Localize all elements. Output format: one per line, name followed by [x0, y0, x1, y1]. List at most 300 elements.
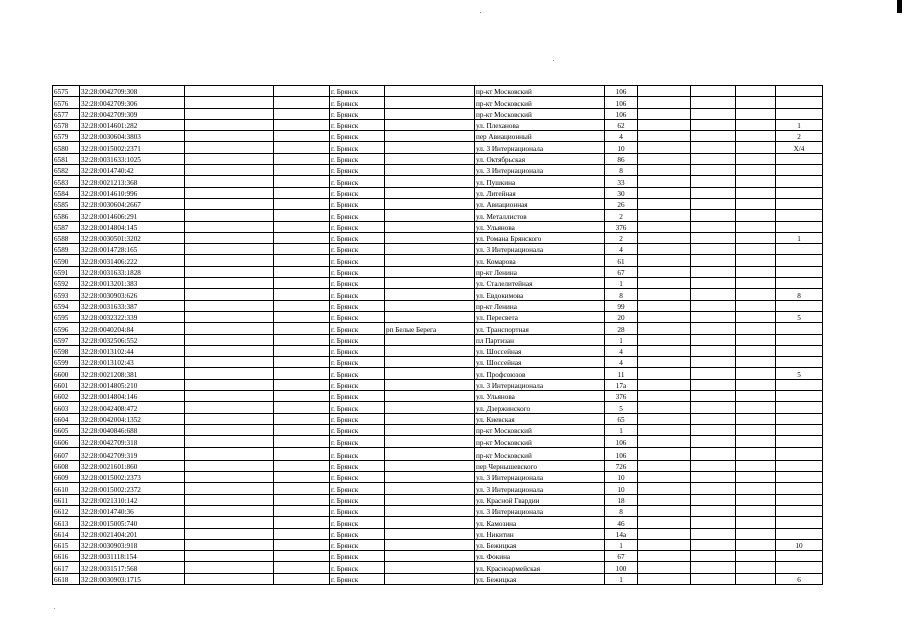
settlement-cell [385, 334, 475, 345]
cadastral-number: 32:28:0031118:154 [80, 551, 185, 562]
cadastral-number: 32:28:0030903:626 [80, 289, 185, 300]
empty-cell [274, 334, 330, 345]
empty-cell [638, 517, 691, 528]
empty-cell [274, 539, 330, 550]
cadastral-number: 32:28:0031633:387 [80, 300, 185, 311]
house-cell: 4 [605, 357, 638, 368]
settlement-cell [385, 460, 475, 471]
empty-cell [691, 505, 736, 516]
row-number: 6592 [53, 278, 80, 289]
table-row [53, 379, 823, 390]
cadastral-number: 32:28:0013201:383 [80, 278, 185, 289]
house-cell: 1 [605, 539, 638, 550]
table-row [53, 255, 823, 266]
empty-cell [691, 494, 736, 505]
empty-cell [185, 528, 274, 539]
empty-cell [691, 460, 736, 471]
city-cell: г. Брянск [330, 436, 385, 447]
empty-cell [638, 232, 691, 243]
table-row [53, 176, 823, 187]
street-cell: пер Чернышевского [475, 460, 605, 471]
settlement-cell [385, 391, 475, 402]
empty-cell [185, 153, 274, 164]
empty-cell [638, 108, 691, 119]
empty-cell [638, 447, 691, 460]
empty-cell [185, 289, 274, 300]
table-row [53, 345, 823, 356]
empty-cell [185, 311, 274, 322]
settlement-cell [385, 573, 475, 584]
empty-cell [736, 119, 776, 130]
empty-cell [691, 413, 736, 424]
settlement-cell [385, 244, 475, 255]
city-cell: г. Брянск [330, 244, 385, 255]
street-cell: ул. Ульянова [475, 391, 605, 402]
flat-cell [776, 187, 823, 198]
row-number: 6576 [53, 97, 80, 108]
house-cell: 5 [605, 402, 638, 413]
street-cell: ул. Киевская [475, 413, 605, 424]
row-number: 6575 [53, 86, 80, 97]
flat-cell [776, 483, 823, 494]
house-cell: 106 [605, 436, 638, 447]
empty-cell [185, 210, 274, 221]
city-cell: г. Брянск [330, 131, 385, 142]
empty-cell [185, 447, 274, 460]
house-cell: 106 [605, 86, 638, 97]
cadastral-number: 32:28:0015002:2371 [80, 142, 185, 153]
empty-cell [691, 86, 736, 97]
flat-cell: 8 [776, 289, 823, 300]
city-cell: г. Брянск [330, 198, 385, 209]
empty-cell [638, 187, 691, 198]
table-row [53, 221, 823, 232]
table-row [53, 447, 823, 460]
empty-cell [691, 289, 736, 300]
row-number: 6603 [53, 402, 80, 413]
house-cell: 8 [605, 505, 638, 516]
row-number: 6588 [53, 232, 80, 243]
empty-cell [638, 494, 691, 505]
empty-cell [638, 176, 691, 187]
street-cell: пр-кт Московский [475, 108, 605, 119]
street-cell: пл Партизан [475, 334, 605, 345]
empty-cell [185, 198, 274, 209]
street-cell: ул. 3 Интернационала [475, 165, 605, 176]
empty-cell [185, 494, 274, 505]
flat-cell [776, 460, 823, 471]
cadastral-number: 32:28:0014804:145 [80, 221, 185, 232]
city-cell: г. Брянск [330, 368, 385, 379]
house-cell: 2 [605, 232, 638, 243]
empty-cell [274, 562, 330, 573]
settlement-cell: рп Белые Берега [385, 323, 475, 334]
empty-cell [736, 483, 776, 494]
city-cell: г. Брянск [330, 210, 385, 221]
empty-cell [736, 573, 776, 584]
empty-cell [274, 323, 330, 334]
empty-cell [691, 198, 736, 209]
empty-cell [274, 300, 330, 311]
table-row [53, 368, 823, 379]
house-cell: 46 [605, 517, 638, 528]
house-cell: 10 [605, 483, 638, 494]
empty-cell [736, 413, 776, 424]
street-cell: ул. 3 Интернационала [475, 244, 605, 255]
cadastral-number: 32:28:0040846:688 [80, 424, 185, 435]
settlement-cell [385, 472, 475, 483]
street-cell: ул. Красноармейская [475, 562, 605, 573]
empty-cell [274, 494, 330, 505]
street-cell: пр-кт Московский [475, 447, 605, 460]
empty-cell [691, 357, 736, 368]
house-cell: 20 [605, 311, 638, 322]
city-cell: г. Брянск [330, 278, 385, 289]
empty-cell [185, 323, 274, 334]
empty-cell [638, 255, 691, 266]
settlement-cell [385, 232, 475, 243]
house-cell: 106 [605, 108, 638, 119]
empty-cell [638, 483, 691, 494]
empty-cell [274, 345, 330, 356]
empty-cell [638, 424, 691, 435]
empty-cell [691, 323, 736, 334]
settlement-cell [385, 187, 475, 198]
cadastral-number: 32:28:0032506:552 [80, 334, 185, 345]
empty-cell [274, 447, 330, 460]
flat-cell [776, 198, 823, 209]
city-cell: г. Брянск [330, 562, 385, 573]
house-cell: 100 [605, 562, 638, 573]
table-row [53, 562, 823, 573]
flat-cell [776, 413, 823, 424]
empty-cell [638, 289, 691, 300]
city-cell: г. Брянск [330, 119, 385, 130]
table-row [53, 210, 823, 221]
empty-cell [274, 517, 330, 528]
cadastral-number: 32:28:0032322:339 [80, 311, 185, 322]
street-cell: ул. Никитин [475, 528, 605, 539]
street-cell: ул. 3 Интернационала [475, 379, 605, 390]
row-number: 6582 [53, 165, 80, 176]
cadastral-number: 32:28:0014740:36 [80, 505, 185, 516]
empty-cell [185, 300, 274, 311]
table-row [53, 119, 823, 130]
settlement-cell [385, 368, 475, 379]
city-cell: г. Брянск [330, 153, 385, 164]
empty-cell [185, 86, 274, 97]
flat-cell [776, 278, 823, 289]
empty-cell [185, 391, 274, 402]
empty-cell [274, 244, 330, 255]
house-cell: 99 [605, 300, 638, 311]
empty-cell [691, 142, 736, 153]
empty-cell [185, 424, 274, 435]
row-number: 6599 [53, 357, 80, 368]
city-cell: г. Брянск [330, 289, 385, 300]
empty-cell [691, 119, 736, 130]
flat-cell [776, 447, 823, 460]
street-cell: ул. 3 Интернационала [475, 472, 605, 483]
empty-cell [185, 517, 274, 528]
empty-cell [274, 460, 330, 471]
settlement-cell [385, 562, 475, 573]
empty-cell [691, 221, 736, 232]
house-cell: 65 [605, 413, 638, 424]
house-cell: 86 [605, 153, 638, 164]
empty-cell [691, 187, 736, 198]
city-cell: г. Брянск [330, 551, 385, 562]
empty-cell [736, 232, 776, 243]
empty-cell [736, 289, 776, 300]
empty-cell [691, 300, 736, 311]
empty-cell [736, 255, 776, 266]
settlement-cell [385, 483, 475, 494]
empty-cell [185, 402, 274, 413]
city-cell: г. Брянск [330, 142, 385, 153]
flat-cell: 10 [776, 539, 823, 550]
empty-cell [185, 142, 274, 153]
empty-cell [185, 551, 274, 562]
empty-cell [274, 573, 330, 584]
flat-cell: 5 [776, 311, 823, 322]
empty-cell [638, 379, 691, 390]
empty-cell [274, 97, 330, 108]
table-row [53, 278, 823, 289]
empty-cell [736, 311, 776, 322]
row-number: 6598 [53, 345, 80, 356]
street-cell: ул. Транспортная [475, 323, 605, 334]
city-cell: г. Брянск [330, 472, 385, 483]
settlement-cell [385, 345, 475, 356]
city-cell: г. Брянск [330, 483, 385, 494]
settlement-cell [385, 528, 475, 539]
city-cell: г. Брянск [330, 187, 385, 198]
table-row [53, 142, 823, 153]
table-row [53, 517, 823, 528]
empty-cell [638, 413, 691, 424]
city-cell: г. Брянск [330, 165, 385, 176]
cadastral-number: 32:28:0021213:368 [80, 176, 185, 187]
house-cell: 4 [605, 345, 638, 356]
city-cell: г. Брянск [330, 413, 385, 424]
row-number: 6607 [53, 447, 80, 460]
empty-cell [274, 176, 330, 187]
empty-cell [274, 413, 330, 424]
flat-cell [776, 345, 823, 356]
empty-cell [691, 244, 736, 255]
flat-cell [776, 153, 823, 164]
house-cell: 26 [605, 198, 638, 209]
flat-cell [776, 255, 823, 266]
empty-cell [736, 345, 776, 356]
cadastral-number: 32:28:0030604:3803 [80, 131, 185, 142]
empty-cell [736, 447, 776, 460]
table-row [53, 187, 823, 198]
row-number: 6605 [53, 424, 80, 435]
row-number: 6586 [53, 210, 80, 221]
street-cell: ул. Шоссейная [475, 357, 605, 368]
empty-cell [638, 311, 691, 322]
street-cell: пер Авиационный [475, 131, 605, 142]
flat-cell [776, 505, 823, 516]
empty-cell [736, 244, 776, 255]
empty-cell [736, 210, 776, 221]
empty-cell [274, 210, 330, 221]
row-number: 6594 [53, 300, 80, 311]
empty-cell [185, 334, 274, 345]
house-cell: 376 [605, 391, 638, 402]
flat-cell [776, 551, 823, 562]
cadastral-number: 32:28:0014805:210 [80, 379, 185, 390]
empty-cell [691, 266, 736, 277]
row-number: 6585 [53, 198, 80, 209]
settlement-cell [385, 357, 475, 368]
settlement-cell [385, 255, 475, 266]
street-cell: ул. Ульянова [475, 221, 605, 232]
empty-cell [638, 266, 691, 277]
table-row [53, 436, 823, 447]
city-cell: г. Брянск [330, 528, 385, 539]
empty-cell [736, 539, 776, 550]
row-number: 6610 [53, 483, 80, 494]
settlement-cell [385, 108, 475, 119]
street-cell: ул. Металлистов [475, 210, 605, 221]
cadastral-number: 32:28:0042709:319 [80, 447, 185, 460]
street-cell: ул. Камозина [475, 517, 605, 528]
cadastral-number: 32:28:0021601:860 [80, 460, 185, 471]
house-cell: 33 [605, 176, 638, 187]
city-cell: г. Брянск [330, 221, 385, 232]
empty-cell [274, 424, 330, 435]
empty-cell [638, 334, 691, 345]
empty-cell [691, 345, 736, 356]
city-cell: г. Брянск [330, 505, 385, 516]
empty-cell [274, 108, 330, 119]
empty-cell [638, 165, 691, 176]
house-cell: 30 [605, 187, 638, 198]
row-number: 6614 [53, 528, 80, 539]
empty-cell [736, 505, 776, 516]
flat-cell [776, 210, 823, 221]
empty-cell [274, 278, 330, 289]
empty-cell [691, 334, 736, 345]
cadastral-number: 32:28:0030903:1715 [80, 573, 185, 584]
empty-cell [274, 221, 330, 232]
cadastral-number: 32:28:0042004:1352 [80, 413, 185, 424]
cadastral-number: 32:28:0042709:309 [80, 108, 185, 119]
row-number: 6609 [53, 472, 80, 483]
row-number: 6591 [53, 266, 80, 277]
empty-cell [638, 562, 691, 573]
row-number: 6587 [53, 221, 80, 232]
row-number: 6612 [53, 505, 80, 516]
settlement-cell [385, 517, 475, 528]
table-row [53, 131, 823, 142]
table-row [53, 528, 823, 539]
cadastral-number: 32:28:0015005:740 [80, 517, 185, 528]
empty-cell [185, 244, 274, 255]
empty-cell [638, 505, 691, 516]
flat-cell [776, 97, 823, 108]
empty-cell [691, 391, 736, 402]
empty-cell [274, 357, 330, 368]
house-cell: 376 [605, 221, 638, 232]
empty-cell [691, 165, 736, 176]
empty-cell [638, 221, 691, 232]
empty-cell [274, 131, 330, 142]
house-cell: 28 [605, 323, 638, 334]
empty-cell [185, 278, 274, 289]
table-row [53, 573, 823, 584]
house-cell: 8 [605, 289, 638, 300]
empty-cell [736, 97, 776, 108]
empty-cell [736, 165, 776, 176]
street-cell: ул. Шоссейная [475, 345, 605, 356]
table-row [53, 86, 823, 97]
empty-cell [638, 472, 691, 483]
empty-cell [274, 472, 330, 483]
house-cell: 18 [605, 494, 638, 505]
house-cell: 62 [605, 119, 638, 130]
city-cell: г. Брянск [330, 379, 385, 390]
street-cell: ул. Профсоюзов [475, 368, 605, 379]
empty-cell [185, 108, 274, 119]
empty-cell [736, 198, 776, 209]
street-cell: ул. Пушкина [475, 176, 605, 187]
flat-cell [776, 436, 823, 447]
flat-cell: 2 [776, 131, 823, 142]
cadastral-number: 32:28:0042709:308 [80, 86, 185, 97]
street-cell: пр-кт Ленина [475, 300, 605, 311]
city-cell: г. Брянск [330, 539, 385, 550]
empty-cell [691, 278, 736, 289]
empty-cell [274, 379, 330, 390]
empty-cell [638, 345, 691, 356]
empty-cell [185, 436, 274, 447]
empty-cell [736, 528, 776, 539]
flat-cell [776, 424, 823, 435]
table-row [53, 232, 823, 243]
city-cell: г. Брянск [330, 494, 385, 505]
cadastral-number: 32:28:0042709:306 [80, 97, 185, 108]
settlement-cell [385, 551, 475, 562]
house-cell: 4 [605, 131, 638, 142]
settlement-cell [385, 424, 475, 435]
empty-cell [274, 391, 330, 402]
city-cell: г. Брянск [330, 97, 385, 108]
empty-cell [274, 119, 330, 130]
row-number: 6596 [53, 323, 80, 334]
city-cell: г. Брянск [330, 255, 385, 266]
empty-cell [274, 528, 330, 539]
empty-cell [638, 97, 691, 108]
settlement-cell [385, 447, 475, 460]
street-cell: ул. 3 Интернационала [475, 505, 605, 516]
street-cell: ул. Литейная [475, 187, 605, 198]
empty-cell [736, 221, 776, 232]
cadastral-number: 32:28:0013102:44 [80, 345, 185, 356]
empty-cell [638, 153, 691, 164]
settlement-cell [385, 266, 475, 277]
city-cell: г. Брянск [330, 232, 385, 243]
street-cell: пр-кт Московский [475, 436, 605, 447]
row-number: 6618 [53, 573, 80, 584]
flat-cell [776, 391, 823, 402]
empty-cell [274, 368, 330, 379]
empty-cell [638, 278, 691, 289]
empty-cell [638, 323, 691, 334]
